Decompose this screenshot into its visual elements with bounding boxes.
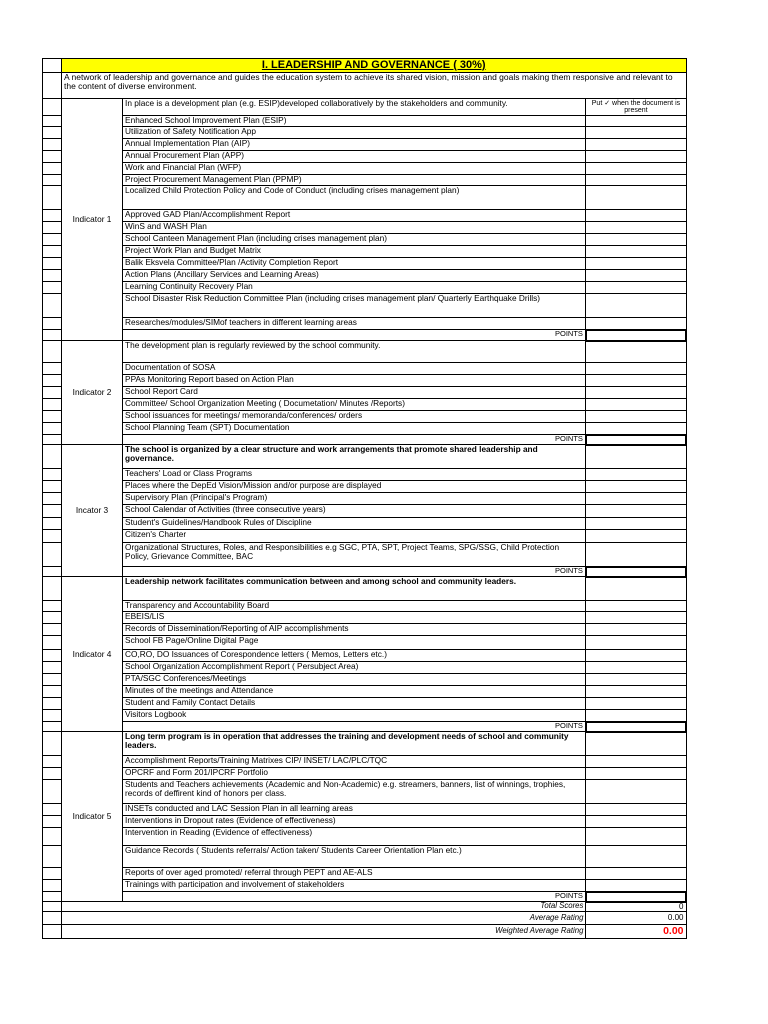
check-cell[interactable] (586, 828, 686, 846)
document-item: Enhanced School Improvement Plan (ESIP) (123, 116, 586, 127)
left-margin-cell (43, 469, 62, 481)
left-margin-cell (43, 601, 62, 612)
left-margin-cell (43, 387, 62, 399)
document-item: School Disaster Risk Reduction Committee Plan (including crises management plan/ Quarterly Earthquake Drills) (123, 294, 586, 318)
left-margin-cell (43, 710, 62, 722)
indicator-3-points-row (43, 567, 687, 577)
left-margin-cell (43, 481, 62, 493)
left-margin-cell (43, 698, 62, 710)
check-cell[interactable] (586, 780, 686, 804)
left-margin-cell (43, 341, 62, 363)
check-cell[interactable] (586, 186, 686, 210)
check-cell[interactable] (586, 686, 686, 698)
document-item: CO,RO, DO Issuances of Corespondence letters ( Memos, Letters etc.) (123, 650, 586, 662)
points-label: POINTS (123, 435, 586, 445)
check-cell[interactable] (586, 246, 686, 258)
left-margin-cell (43, 210, 62, 222)
left-margin-cell (43, 330, 62, 341)
indicator-label: Indicator 2 (62, 341, 123, 445)
check-cell[interactable] (586, 612, 686, 624)
left-margin-cell (43, 567, 62, 577)
left-margin-cell (43, 846, 62, 868)
check-cell[interactable] (586, 363, 686, 375)
document-item: Transparency and Accountability Board (123, 601, 586, 612)
check-cell[interactable] (586, 175, 686, 186)
indicator-4-points-row (43, 722, 687, 732)
document-item: Minutes of the meetings and Attendance (123, 686, 586, 698)
indicator-4-item-row (43, 674, 687, 686)
intro-row (43, 73, 687, 99)
check-cell[interactable] (586, 210, 686, 222)
left-margin-cell (43, 222, 62, 234)
indicator-5-item-row (43, 804, 687, 816)
left-margin-cell (43, 73, 62, 99)
indicator-1-item-row (43, 163, 687, 175)
document-item: School Planning Team (SPT) Documentation (123, 423, 586, 435)
indicator-1-item-row (43, 222, 687, 234)
document-item: Citizen's Charter (123, 530, 586, 543)
points-label: POINTS (123, 722, 586, 732)
check-cell[interactable] (586, 258, 686, 270)
document-item: Student and Family Contact Details (123, 698, 586, 710)
indicator-4-item-row (43, 650, 687, 662)
indicator-4-item-row (43, 662, 687, 674)
indicator-1-item-row (43, 282, 687, 294)
check-cell[interactable] (586, 270, 686, 282)
check-cell[interactable] (586, 518, 686, 530)
indicator-5-points-row (43, 892, 687, 902)
left-margin-cell (43, 246, 62, 258)
indicator-3-item-row (43, 493, 687, 505)
check-cell[interactable] (586, 375, 686, 387)
check-cell[interactable] (586, 698, 686, 710)
left-margin-cell (43, 493, 62, 505)
check-cell[interactable] (586, 493, 686, 505)
check-cell[interactable] (586, 505, 686, 518)
indicator-3-item-row (43, 518, 687, 530)
check-cell[interactable] (586, 127, 686, 139)
left-margin-cell (43, 435, 62, 445)
document-item: Records of Dissemination/Reporting of AIP accomplishments (123, 624, 586, 636)
left-margin-cell (43, 868, 62, 880)
left-margin-cell (43, 902, 62, 912)
check-cell[interactable] (586, 624, 686, 636)
check-cell[interactable] (586, 846, 686, 868)
document-item: School Calendar of Activities (three consecutive years) (123, 505, 586, 518)
indicator-2-item-row (43, 399, 687, 411)
left-margin-cell (43, 116, 62, 127)
indicator-1-item-row (43, 210, 687, 222)
indicator-2-item-row (43, 423, 687, 435)
left-margin-cell (43, 577, 62, 601)
check-cell[interactable] (586, 234, 686, 246)
document-item: PPAs Monitoring Report based on Action Plan (123, 375, 586, 387)
weighted-average-rating-value: 0.00 (586, 925, 686, 939)
document-item: School Canteen Management Plan (including crises management plan) (123, 234, 586, 246)
indicator-1-item-row (43, 99, 687, 116)
document-item: WinS and WASH Plan (123, 222, 586, 234)
total-scores-label: Total Scores (62, 902, 586, 912)
check-cell[interactable] (586, 710, 686, 722)
document-item: Places where the DepEd Vision/Mission and/or purpose are displayed (123, 481, 586, 493)
document-item: Students and Teachers achievements (Academic and Non-Academic) e.g. streamers, banners, list of winnings, trophies, records of deffirent kind of honors per class. (123, 780, 586, 804)
indicator-1-item-row (43, 151, 687, 163)
indicator-statement: The development plan is regularly reviewed by the school community. (123, 341, 586, 363)
check-cell[interactable] (586, 151, 686, 163)
check-cell[interactable] (586, 282, 686, 294)
indicator-2-item-row (43, 375, 687, 387)
indicator-1-points-row (43, 330, 687, 341)
left-margin-cell (43, 127, 62, 139)
indicator-5-item-row (43, 768, 687, 780)
left-margin-cell (43, 912, 62, 925)
left-margin-cell (43, 612, 62, 624)
left-margin-cell (43, 445, 62, 469)
left-margin-cell (43, 163, 62, 175)
indicator-1-item-row (43, 116, 687, 127)
document-item: Teachers' Load or Class Programs (123, 469, 586, 481)
indicator-3-item-row (43, 445, 687, 469)
left-margin-cell (43, 234, 62, 246)
indicator-2-points-row (43, 435, 687, 445)
document-item: Project Procurement Management Plan (PPMP) (123, 175, 586, 186)
check-cell[interactable] (586, 650, 686, 662)
check-cell[interactable] (586, 662, 686, 674)
indicator-statement: Leadership network facilitates communication between and among school and community leaders. (123, 577, 586, 601)
indicator-1-item-row (43, 234, 687, 246)
check-cell[interactable] (586, 732, 686, 756)
points-value-cell[interactable] (586, 330, 686, 341)
check-cell[interactable] (586, 636, 686, 650)
document-item: School issuances for meetings/ memoranda/conferences/ orders (123, 411, 586, 423)
check-cell[interactable] (586, 411, 686, 423)
indicator-1-item-row (43, 127, 687, 139)
left-margin-cell (43, 722, 62, 732)
left-margin-cell (43, 423, 62, 435)
indicator-3-item-row (43, 469, 687, 481)
check-cell[interactable] (586, 469, 686, 481)
document-item: Annual Implementation Plan (AIP) (123, 139, 586, 151)
indicator-label: Indicator 5 (62, 732, 123, 902)
left-margin-cell (43, 880, 62, 892)
indicator-4-item-row (43, 710, 687, 722)
check-cell[interactable] (586, 387, 686, 399)
left-margin-cell (43, 518, 62, 530)
check-cell[interactable] (586, 601, 686, 612)
left-margin-cell (43, 686, 62, 698)
indicator-2-item-row (43, 411, 687, 423)
left-margin-cell (43, 99, 62, 116)
indicator-4-item-row (43, 686, 687, 698)
left-margin-cell (43, 768, 62, 780)
left-margin-cell (43, 375, 62, 387)
points-label: POINTS (123, 330, 586, 341)
indicator-5-item-row (43, 816, 687, 828)
document-item: Interventions in Dropout rates (Evidence of effectiveness) (123, 816, 586, 828)
document-item: Researches/modules/SIMof teachers in different learning areas (123, 318, 586, 330)
indicator-3-item-row (43, 481, 687, 493)
points-label: POINTS (123, 892, 586, 902)
indicator-5-item-row (43, 868, 687, 880)
check-cell[interactable] (586, 543, 686, 567)
average-rating-row (43, 912, 687, 925)
left-margin-cell (43, 294, 62, 318)
document-item: Reports of over aged promoted/ referral through PEPT and AE-ALS (123, 868, 586, 880)
indicator-5-item-row (43, 828, 687, 846)
indicator-4-item-row (43, 698, 687, 710)
indicator-4-item-row (43, 612, 687, 624)
document-item: EBEIS/LIS (123, 612, 586, 624)
check-cell[interactable] (586, 768, 686, 780)
points-value-cell[interactable] (586, 567, 686, 577)
indicator-1-item-row (43, 294, 687, 318)
left-margin-cell (43, 925, 62, 939)
check-cell[interactable] (586, 804, 686, 816)
check-cell[interactable] (586, 163, 686, 175)
indicator-4-item-row (43, 636, 687, 650)
indicator-statement: The school is organized by a clear structure and work arrangements that promote shared leadership and governance. (123, 445, 586, 469)
left-margin-cell (43, 624, 62, 636)
points-label: POINTS (123, 567, 586, 577)
check-cell[interactable] (586, 530, 686, 543)
check-cell[interactable] (586, 577, 686, 601)
document-item: Localized Child Protection Policy and Code of Conduct (including crises management plan) (123, 186, 586, 210)
indicator-1-item-row (43, 186, 687, 210)
check-cell[interactable] (586, 423, 686, 435)
left-margin-cell (43, 732, 62, 756)
left-margin-cell (43, 674, 62, 686)
document-item: Trainings with participation and involvement of stakeholders (123, 880, 586, 892)
indicator-5-item-row (43, 756, 687, 768)
check-cell[interactable] (586, 880, 686, 892)
indicator-1-item-row (43, 258, 687, 270)
left-margin-cell (43, 411, 62, 423)
indicator-5-item-row (43, 780, 687, 804)
indicator-2-item-row (43, 387, 687, 399)
indicator-1-item-row (43, 175, 687, 186)
left-margin-cell (43, 662, 62, 674)
check-cell[interactable] (586, 222, 686, 234)
document-item: Student's Guidelines/Handbook Rules of Discipline (123, 518, 586, 530)
indicator-4-item-row (43, 624, 687, 636)
left-margin-cell (43, 139, 62, 151)
left-margin-cell (43, 543, 62, 567)
check-cell[interactable] (586, 481, 686, 493)
average-rating-value: 0.00 (586, 912, 686, 925)
document-item: OPCRF and Form 201/IPCRF Portfolio (123, 768, 586, 780)
points-value-cell[interactable] (586, 435, 686, 445)
document-item: Annual Procurement Plan (APP) (123, 151, 586, 163)
check-cell[interactable] (586, 116, 686, 127)
indicator-2-item-row (43, 341, 687, 363)
indicator-label: Incator 3 (62, 445, 123, 577)
title-row (43, 59, 687, 73)
left-margin-cell (43, 151, 62, 163)
left-margin-cell (43, 505, 62, 518)
document-item: Learning Continuity Recovery Plan (123, 282, 586, 294)
left-margin-cell (43, 756, 62, 768)
document-item: Work and Financial Plan (WFP) (123, 163, 586, 175)
document-item: Project Work Plan and Budget Matrix (123, 246, 586, 258)
left-margin-cell (43, 780, 62, 804)
indicator-2-item-row (43, 363, 687, 375)
document-item: Committee/ School Organization Meeting ( Documetation/ Minutes /Reports) (123, 399, 586, 411)
check-cell[interactable] (586, 445, 686, 469)
total-scores-value: 0 (586, 902, 686, 912)
document-item: Action Plans (Ancillary Services and Learning Areas) (123, 270, 586, 282)
document-item: Utilization of Safety Notification App (123, 127, 586, 139)
left-margin-cell (43, 186, 62, 210)
section-title: I. LEADERSHIP AND GOVERNANCE ( 30%) (62, 59, 687, 73)
left-margin-cell (43, 828, 62, 846)
left-margin-cell (43, 816, 62, 828)
left-margin-cell (43, 892, 62, 902)
indicator-5-item-row (43, 732, 687, 756)
check-cell[interactable] (586, 139, 686, 151)
check-cell[interactable] (586, 341, 686, 363)
left-margin-cell (43, 650, 62, 662)
left-margin-cell (43, 399, 62, 411)
document-item: Balik Eksvela Committee/Plan /Activity Completion Report (123, 258, 586, 270)
indicator-label: Indicator 1 (62, 99, 123, 341)
indicator-5-item-row (43, 846, 687, 868)
document-item: Guidance Records ( Students referrals/ Action taken/ Students Career Orientation Plan etc.) (123, 846, 586, 868)
left-margin-cell (43, 636, 62, 650)
indicator-1-item-row (43, 139, 687, 151)
indicator-statement: In place is a development plan (e.g. ESIP)developed collaboratively by the stakeholders and community. (123, 99, 586, 116)
average-rating-label: Average Rating (62, 912, 586, 925)
left-margin-cell (43, 804, 62, 816)
indicator-label: Indicator 4 (62, 577, 123, 732)
document-item: Accomplishment Reports/Training Matrixes CIP/ INSET/ LAC/PLC/TQC (123, 756, 586, 768)
check-cell[interactable] (586, 318, 686, 330)
left-margin-cell (43, 59, 62, 73)
check-cell[interactable] (586, 294, 686, 318)
left-margin-cell (43, 258, 62, 270)
document-item: INSETs conducted and LAC Session Plan in all learning areas (123, 804, 586, 816)
indicator-3-item-row (43, 505, 687, 518)
document-item: School Report Card (123, 387, 586, 399)
document-item: Organizational Structures, Roles, and Responsibilities e.g SGC, PTA, SPT, Project Teams, SPG/SSG, Child Protection Policy, Grievance Committee, BAC (123, 543, 586, 567)
left-margin-cell (43, 270, 62, 282)
indicator-3-item-row (43, 543, 687, 567)
document-item: PTA/SGC Conferences/Meetings (123, 674, 586, 686)
document-item: Supervisory Plan (Principal's Program) (123, 493, 586, 505)
left-margin-cell (43, 282, 62, 294)
total-scores-row (43, 902, 687, 912)
check-cell[interactable] (586, 674, 686, 686)
left-margin-cell (43, 363, 62, 375)
document-item: School Organization Accomplishment Report ( Persubject Area) (123, 662, 586, 674)
indicator-1-item-row (43, 318, 687, 330)
indicator-statement: Long term program is in operation that addresses the training and development needs of school and community leaders. (123, 732, 586, 756)
document-item: Visitors Logbook (123, 710, 586, 722)
indicator-3-item-row (43, 530, 687, 543)
check-cell[interactable] (586, 399, 686, 411)
document-item: Intervention in Reading (Evidence of effectiveness) (123, 828, 586, 846)
document-item: Approved GAD Plan/Accomplishment Report (123, 210, 586, 222)
document-item: Documentation of SOSA (123, 363, 586, 375)
weighted-average-rating-row (43, 925, 687, 939)
indicator-4-item-row (43, 577, 687, 601)
weighted-average-rating-label: Weighted Average Rating (62, 925, 586, 939)
document-item: School FB Page/Online Digital Page (123, 636, 586, 650)
points-value-cell[interactable] (586, 722, 686, 732)
points-value-cell[interactable] (586, 892, 686, 902)
indicator-4-item-row (43, 601, 687, 612)
indicator-1-item-row (43, 270, 687, 282)
check-cell[interactable] (586, 816, 686, 828)
left-margin-cell (43, 175, 62, 186)
section-intro: A network of leadership and governance and guides the education system to achieve its shared vision, mission and goals making them responsive and relevant to the content of diverse environment. (62, 73, 687, 99)
put-check-header: Put ✓ when the document is present (586, 99, 686, 116)
check-cell[interactable] (586, 868, 686, 880)
indicator-5-item-row (43, 880, 687, 892)
left-margin-cell (43, 318, 62, 330)
left-margin-cell (43, 530, 62, 543)
check-cell[interactable] (586, 756, 686, 768)
leadership-governance-sheet (42, 58, 687, 939)
indicator-1-item-row (43, 246, 687, 258)
